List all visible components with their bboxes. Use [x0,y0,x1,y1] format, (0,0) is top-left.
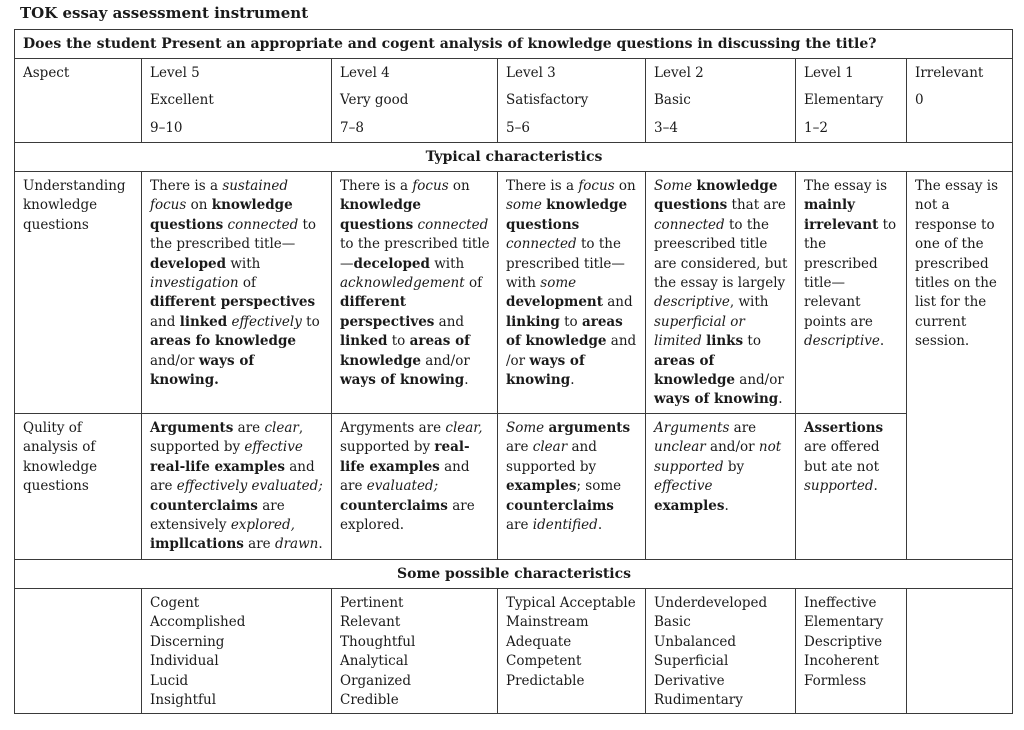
document-title: TOK essay assessment instrument [20,4,309,22]
understanding-level-1: The essay is mainly irrelevant to the prescribed title—relevant points are descriptive. [796,172,907,414]
possible-level-3 [498,589,646,714]
possible-level-5 [142,589,332,714]
typical-characteristics-row [15,143,1013,172]
level-marks: 1–2 [804,119,828,136]
header-row [15,59,1013,143]
possible-level-1 [796,589,907,714]
level-2-header [646,59,796,143]
list-item: Adequate [506,633,572,650]
level-name: Irrelevant [915,65,984,81]
possible-irrelevant-empty [907,589,1013,714]
understanding-irrelevant: The essay is not a response to one of the prescribed titles on the list for the current session. [907,172,1013,560]
list-item: Descriptive [804,633,883,650]
level-name: Level 3 [506,65,556,81]
list-item: Individual [150,653,219,670]
possible-aspect-empty [15,589,142,714]
typical-characteristics-heading: Typical characteristics [15,143,1013,172]
list-item: Analytical [340,653,409,670]
level-label: Excellent [150,92,214,109]
quality-level-2: Arguments are unclear and/or not supported by effective examples. [646,414,796,560]
possible-characteristics-row [15,560,1013,589]
list-item: Predictable [506,672,585,689]
list-item: Insightful [150,692,217,709]
list-item: Elementary [804,614,884,631]
understanding-row [15,172,1013,414]
irrelevant-header [907,59,1013,143]
list-item: Unbalanced [654,633,737,650]
possible-row [15,589,1013,714]
understanding-level-4: There is a focus on knowledge questions connected to the prescribed title—deceloped with acknowledgement of different perspectives and linked to areas of knowledge and/or ways of knowing. [332,172,498,414]
level-3-header [498,59,646,143]
understanding-level-5: There is a sustained focus on knowledge questions connected to the prescribed title—developed with investigation of different perspectives and linked effectively to areas fo knowledge and/or ways of knowing. [142,172,332,414]
list-item: Underdeveloped [654,595,768,611]
list-item: Formless [804,672,867,689]
level-label: Elementary [804,92,884,109]
list-item: Ineffective [804,595,877,611]
level-4-header [332,59,498,143]
list-item: Thoughtful [340,633,416,650]
level-marks: 5–6 [506,119,530,136]
list-item: Lucid [150,672,189,689]
list-item: Discerning [150,633,225,650]
level-name: Level 2 [654,65,704,81]
level-name: Level 4 [340,65,390,81]
level-1-header [796,59,907,143]
list-item: Typical Acceptable [506,595,636,611]
quality-level-3: Some arguments are clear and supported by examples; some counterclaims are identified. [498,414,646,560]
assessment-question: Does the student Present an appropriate and cogent analysis of knowledge questions in discussing the title? [15,30,1013,59]
list-item: Relevant [340,614,401,631]
possible-characteristics-heading: Some possible characteristics [15,560,1013,589]
quality-level-4: Argyments are clear, supported by real-life examples and are evaluated; counterclaims are explored. [332,414,498,560]
list-item: Basic [654,614,691,631]
level-marks: 7–8 [340,119,364,136]
level-label: 0 [915,92,924,109]
level-label: Very good [340,92,409,109]
list-item: Rudimentary [654,692,743,709]
level-name: Level 5 [150,65,200,81]
possible-level-2 [646,589,796,714]
list-item: Competent [506,653,582,670]
possible-level-4 [332,589,498,714]
list-item: Incoherent [804,653,879,670]
list-item: Credible [340,692,399,709]
understanding-level-3: There is a focus on some knowledge questions connected to the prescribed title—with some development and linking to areas of knowledge and /or ways of knowing. [498,172,646,414]
quality-aspect: Qulity of analysis of knowledge questions [15,414,142,560]
list-item: Derivative [654,672,725,689]
aspect-header: Aspect [15,59,142,143]
level-marks: 3–4 [654,119,678,136]
quality-level-5: Arguments are clear, supported by effective real-life examples and are effectively evaluated; counterclaims are extensively explored, impllcations are drawn. [142,414,332,560]
list-item: Superficial [654,653,729,670]
list-item: Accomplished [150,614,246,631]
list-item: Organized [340,672,411,689]
level-label: Basic [654,92,691,109]
question-row [15,30,1013,59]
assessment-rubric-table [14,29,1013,714]
list-item: Cogent [150,595,200,611]
level-5-header [142,59,332,143]
level-name: Level 1 [804,65,854,81]
understanding-level-2: Some knowledge questions that are connected to the preescribed title are considered, but the essay is largely descriptive, with superficial or limited links to areas of knowledge and/or ways of knowing. [646,172,796,414]
quality-level-1: Assertions are offered but ate not supported. [796,414,907,560]
list-item: Mainstream [506,614,589,631]
understanding-aspect: Understanding knowledge questions [15,172,142,414]
quality-row [15,414,1013,560]
level-marks: 9–10 [150,119,183,136]
list-item: Pertinent [340,595,404,611]
level-label: Satisfactory [506,92,589,109]
